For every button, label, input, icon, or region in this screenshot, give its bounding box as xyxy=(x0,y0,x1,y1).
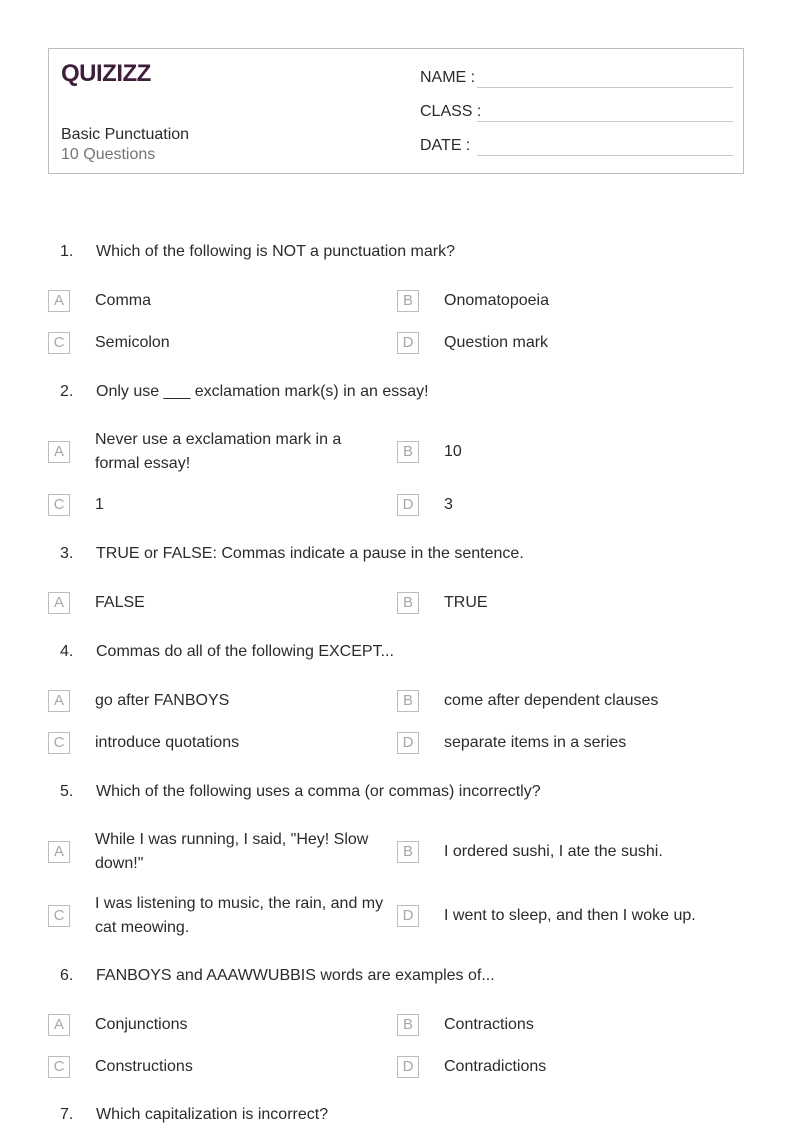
option-letter-box: D xyxy=(397,494,419,516)
option-d[interactable] xyxy=(397,493,737,517)
question-count: 10 Questions xyxy=(61,146,156,163)
date-label: DATE : xyxy=(420,137,471,154)
option-text: Never use a exclamation mark in a formal essay! xyxy=(95,431,342,472)
option-c[interactable] xyxy=(48,731,388,755)
option-d[interactable] xyxy=(397,1055,737,1079)
question-number: 5. xyxy=(60,783,74,800)
option-c[interactable] xyxy=(48,493,388,517)
option-text: I went to sleep, and then I woke up. xyxy=(444,907,696,924)
option-c[interactable] xyxy=(48,331,388,355)
option-text: FALSE xyxy=(95,594,145,611)
option-text: Onomatopoeia xyxy=(444,292,549,309)
option-text: 3 xyxy=(444,496,453,513)
option-a[interactable] xyxy=(48,289,388,313)
option-letter-box: D xyxy=(397,332,419,354)
logo-text: QUIZIZZ xyxy=(61,60,151,87)
question-number: 4. xyxy=(60,643,74,660)
option-letter-box: B xyxy=(397,441,419,463)
option-a[interactable] xyxy=(48,591,388,615)
option-letter-box: C xyxy=(48,1056,70,1078)
option-text: Contradictions xyxy=(444,1058,547,1075)
option-text: While I was running, I said, "Hey! Slow down!" xyxy=(95,831,369,872)
option-letter-box: C xyxy=(48,494,70,516)
class-line[interactable] xyxy=(477,121,733,122)
quizizz-logo xyxy=(61,57,153,89)
class-label: CLASS : xyxy=(420,103,482,120)
option-text: come after dependent clauses xyxy=(444,692,659,709)
question-number: 3. xyxy=(60,545,74,562)
option-text: 10 xyxy=(444,443,462,460)
option-b[interactable] xyxy=(397,591,737,615)
option-text: Question mark xyxy=(444,334,549,351)
question-text: Which of the following is NOT a punctuation mark? xyxy=(96,243,455,260)
option-text: go after FANBOYS xyxy=(95,692,230,709)
question-text: Commas do all of the following EXCEPT... xyxy=(96,643,394,660)
option-text: separate items in a series xyxy=(444,734,627,751)
question-number: 2. xyxy=(60,383,74,400)
option-letter-box: B xyxy=(397,841,419,863)
date-line[interactable] xyxy=(477,155,733,156)
option-letter-box: B xyxy=(397,592,419,614)
option-letter-box: D xyxy=(397,1056,419,1078)
option-b[interactable] xyxy=(397,289,737,313)
option-letter-box: A xyxy=(48,1014,70,1036)
option-letter-box: B xyxy=(397,290,419,312)
option-letter-box: C xyxy=(48,905,70,927)
option-letter-box: A xyxy=(48,441,70,463)
option-d[interactable] xyxy=(397,731,737,755)
option-text: I ordered sushi, I ate the sushi. xyxy=(444,843,663,860)
option-text: Conjunctions xyxy=(95,1016,188,1033)
option-letter-box: B xyxy=(397,1014,419,1036)
option-b[interactable] xyxy=(397,1013,737,1037)
option-a[interactable] xyxy=(48,428,393,476)
question-text: Only use ___ exclamation mark(s) in an essay! xyxy=(96,383,429,400)
date-field[interactable] xyxy=(420,135,733,159)
question-number: 6. xyxy=(60,967,74,984)
option-letter-box: A xyxy=(48,592,70,614)
question-number: 7. xyxy=(60,1106,74,1123)
option-d[interactable] xyxy=(397,904,737,928)
worksheet-title: Basic Punctuation xyxy=(61,126,190,143)
name-label: NAME : xyxy=(420,69,476,86)
option-text: TRUE xyxy=(444,594,488,611)
option-text: introduce quotations xyxy=(95,734,240,751)
option-letter-box: A xyxy=(48,841,70,863)
option-a[interactable] xyxy=(48,1013,388,1037)
option-text: I was listening to music, the rain, and my cat meowing. xyxy=(95,895,384,936)
option-letter-box: D xyxy=(397,905,419,927)
option-text: Semicolon xyxy=(95,334,170,351)
option-letter-box: B xyxy=(397,690,419,712)
option-text: Comma xyxy=(95,292,152,309)
question-number: 1. xyxy=(60,243,74,260)
option-d[interactable] xyxy=(397,331,737,355)
question-text: FANBOYS and AAAWWUBBIS words are examples of... xyxy=(96,967,495,984)
option-letter-box: A xyxy=(48,690,70,712)
option-c[interactable] xyxy=(48,892,393,940)
option-letter-box: D xyxy=(397,732,419,754)
class-field[interactable] xyxy=(420,101,733,125)
worksheet-header xyxy=(48,48,744,174)
option-c[interactable] xyxy=(48,1055,388,1079)
name-field[interactable] xyxy=(420,67,733,91)
option-text: 1 xyxy=(95,496,104,513)
option-letter-box: A xyxy=(48,290,70,312)
question-text: TRUE or FALSE: Commas indicate a pause in the sentence. xyxy=(96,545,524,562)
option-text: Contractions xyxy=(444,1016,534,1033)
option-a[interactable] xyxy=(48,689,388,713)
option-b[interactable] xyxy=(397,840,737,864)
question-text: Which of the following uses a comma (or commas) incorrectly? xyxy=(96,783,541,800)
option-b[interactable] xyxy=(397,440,737,464)
option-text: Constructions xyxy=(95,1058,193,1075)
option-a[interactable] xyxy=(48,828,393,876)
option-letter-box: C xyxy=(48,732,70,754)
question-text: Which capitalization is incorrect? xyxy=(96,1106,329,1123)
option-letter-box: C xyxy=(48,332,70,354)
option-b[interactable] xyxy=(397,689,737,713)
name-line[interactable] xyxy=(477,87,733,88)
